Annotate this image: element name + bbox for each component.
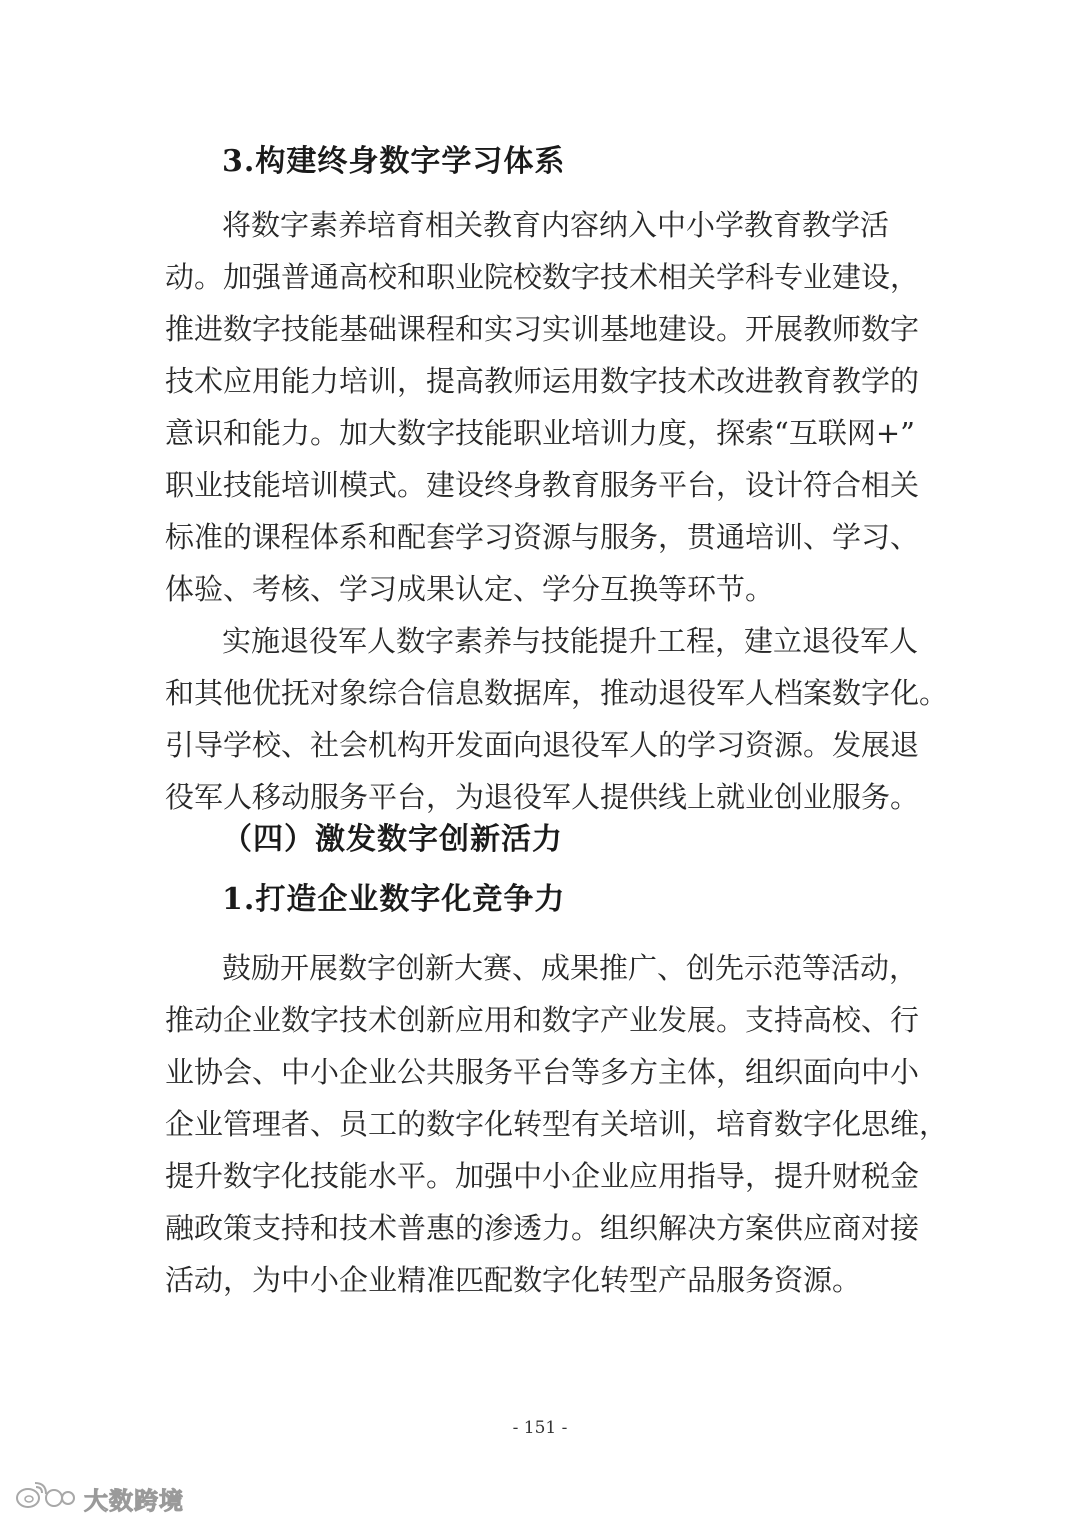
- watermark-text: 大数跨境: [84, 1486, 184, 1515]
- paragraph-line: 意识和能力。加大数字技能职业培训力度，探索“互联网+”: [165, 416, 915, 450]
- paragraph-line: 技术应用能力培训，提高教师运用数字技术改进教育教学的: [165, 364, 920, 398]
- paragraph-line: 动。加强普通高校和职业院校数字技术相关学科专业建设，: [165, 260, 920, 294]
- watermark: [14, 1480, 184, 1516]
- section-4-heading: （四）激发数字创新活力: [222, 822, 563, 857]
- section-3-heading: 3.构建终身数字学习体系: [222, 144, 566, 179]
- paragraph-line: 役军人移动服务平台，为退役军人提供线上就业创业服务。: [165, 780, 920, 814]
- page-number: - 151 -: [512, 1418, 568, 1438]
- paragraph-line: 引导学校、社会机构开发面向退役军人的学习资源。发展退: [165, 728, 920, 762]
- paragraph-line: 推进数字技能基础课程和实习实训基地建设。开展教师数字: [165, 312, 920, 346]
- paragraph-line: 活动，为中小企业精准匹配数字化转型产品服务资源。: [165, 1263, 862, 1297]
- paragraph-line: 和其他优抚对象综合信息数据库，推动退役军人档案数字化。: [165, 676, 949, 710]
- paragraph-line: 将数字素养培育相关教育内容纳入中小学教育教学活: [222, 208, 890, 242]
- paragraph-line: 融政策支持和技术普惠的渗透力。组织解决方案供应商对接: [165, 1211, 920, 1245]
- paragraph-line: 职业技能培训模式。建设终身教育服务平台，设计符合相关: [165, 468, 920, 502]
- paragraph-line: 实施退役军人数字素养与技能提升工程，建立退役军人: [222, 624, 919, 658]
- paragraph-line: 业协会、中小企业公共服务平台等多方主体，组织面向中小: [165, 1055, 920, 1089]
- paragraph-line: 鼓励开展数字创新大赛、成果推广、创先示范等活动，: [222, 951, 919, 985]
- paragraph-line: 推动企业数字技术创新应用和数字产业发展。支持高校、行: [165, 1003, 920, 1037]
- paragraph-line: 标准的课程体系和配套学习资源与服务，贯通培训、学习、: [165, 520, 920, 554]
- paragraph-line: 体验、考核、学习成果认定、学分互换等环节。: [165, 572, 775, 606]
- weibo-logo-icon: [14, 1481, 76, 1515]
- subsection-1-heading: 1.打造企业数字化竞争力: [222, 882, 566, 917]
- paragraph-line: 提升数字化技能水平。加强中小企业应用指导，提升财税金: [165, 1159, 920, 1193]
- paragraph-line: 企业管理者、员工的数字化转型有关培训，培育数字化思维，: [165, 1107, 949, 1141]
